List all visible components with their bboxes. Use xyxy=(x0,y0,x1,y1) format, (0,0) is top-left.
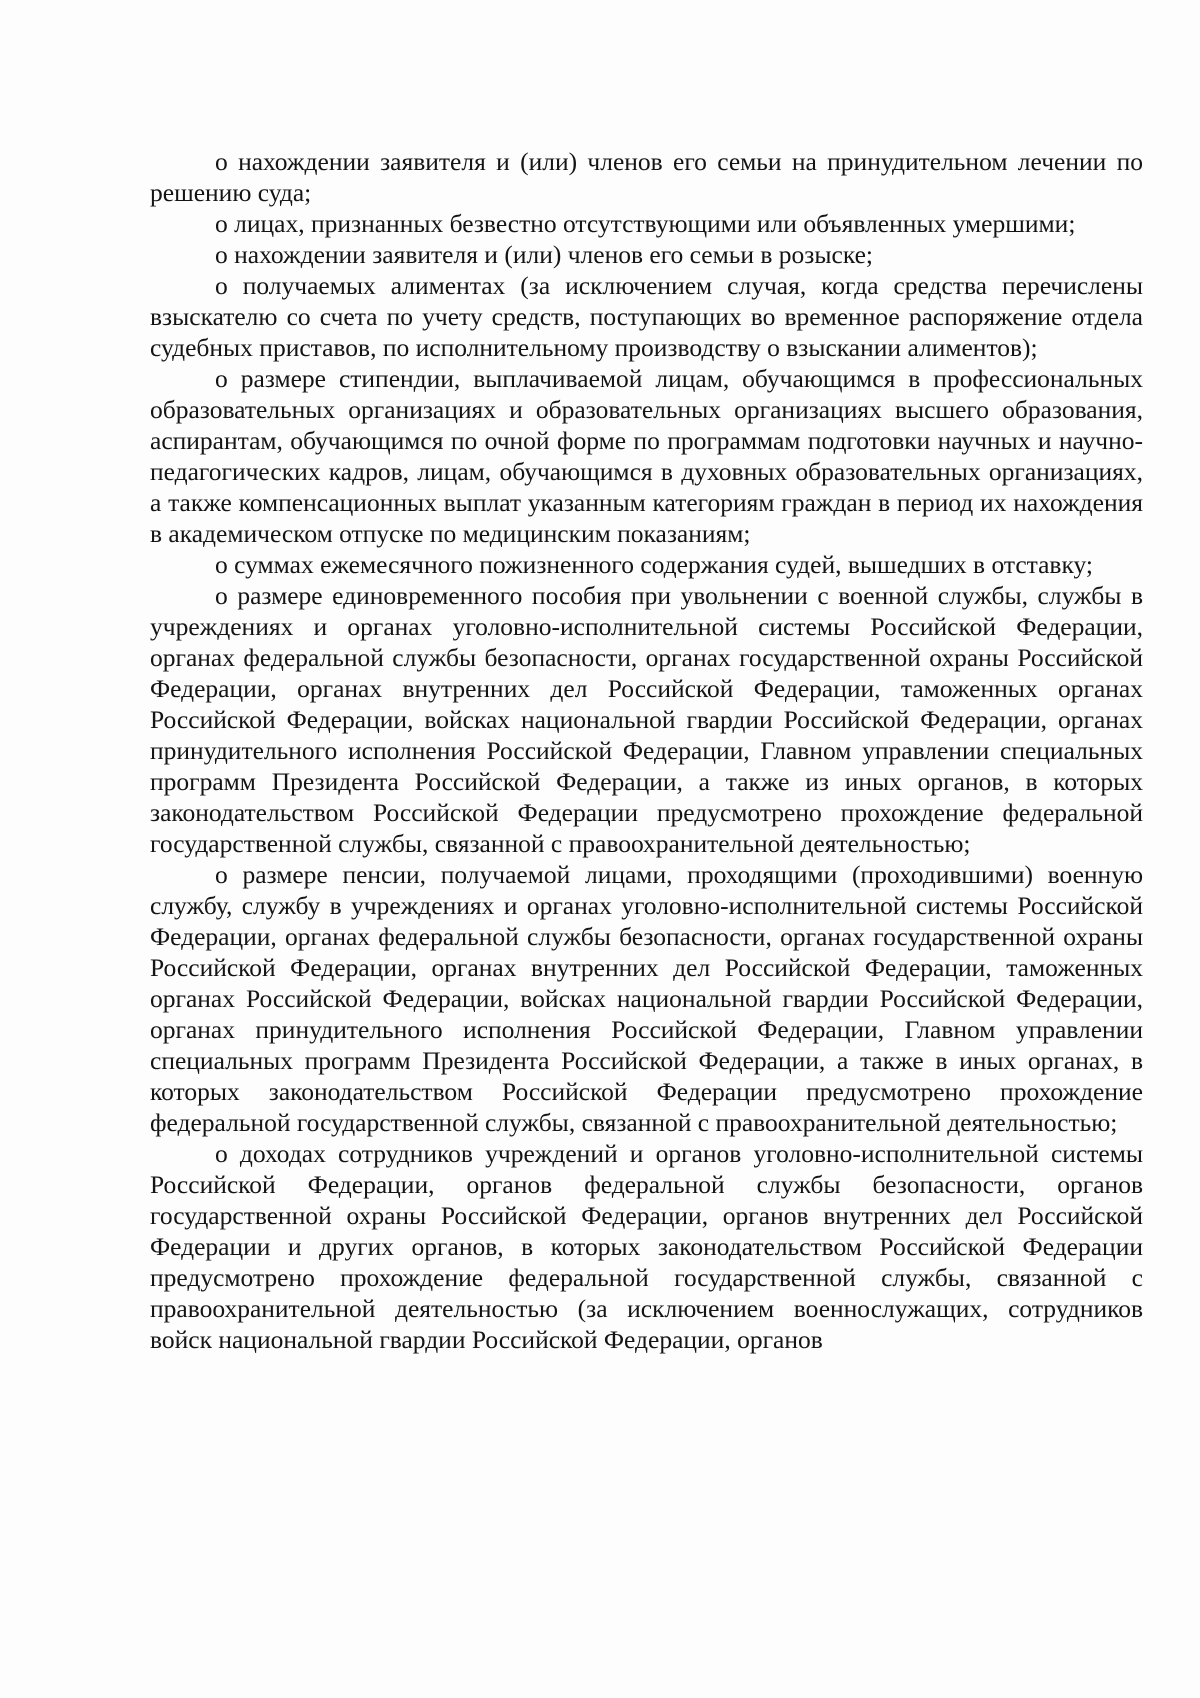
paragraph-pension: о размере пенсии, получаемой лицами, проходящими (проходившими) военную службу, службу в учреждениях и органах уголовно-исполнительной системы Российской Федерации, органах федеральной службы безопасности, органах государственной охраны Российской Федерации, органах внутренних дел Российской Федерации, таможенных органах Российской Федерации, войсках национальной гвардии Российской Федерации, органах принудительного исполнения Российской Федерации, Главном управлении специальных программ Президента Российской Федерации, а также в иных органах, в которых законодательством Российской Федерации предусмотрено прохождение федеральной государственной службы, связанной с правоохранительной деятельностью; xyxy=(150,860,1143,1137)
paragraph-alimony: о получаемых алиментах (за исключением случая, когда средства перечислены взыскателю со счета по учету средств, поступающих во временное распоряжение отдела судебных приставов, по исполнительному производству о взыскании алиментов); xyxy=(150,271,1143,362)
document-body xyxy=(150,146,1143,1355)
paragraph-judges-allowance: о суммах ежемесячного пожизненного содержания судей, вышедших в отставку; xyxy=(215,550,1093,579)
paragraph-employee-income: о доходах сотрудников учреждений и органов уголовно-исполнительной системы Российской Федерации, органов федеральной службы безопасности, органов государственной охраны Российской Федерации, органов внутренних дел Российской Федерации и других органов, в которых законодательством Российской Федерации предусмотрено прохождение федеральной государственной службы, связанной с правоохранительной деятельностью (за исключением военнослужащих, сотрудников войск национальной гвардии Российской Федерации, органов xyxy=(150,1139,1143,1354)
paragraph-missing-persons: о лицах, признанных безвестно отсутствующими или объявленных умершими; xyxy=(215,209,1076,238)
paragraph-compulsory-treatment: о нахождении заявителя и (или) членов его семьи на принудительном лечении по решению суда; xyxy=(150,147,1143,207)
paragraph-wanted-search: о нахождении заявителя и (или) членов его семьи в розыске; xyxy=(215,240,873,269)
paragraph-stipend: о размере стипендии, выплачиваемой лицам, обучающимся в профессиональных образовательных организациях и образовательных организациях высшего образования, аспирантам, обучающимся по очной форме по программам подготовки научных и научно-педагогических кадров, лицам, обучающимся в духовных образовательных организациях, а также компенсационных выплат указанным категориям граждан в период их нахождения в академическом отпуске по медицинским показаниям; xyxy=(150,364,1143,548)
paragraph-severance-allowance: о размере единовременного пособия при увольнении с военной службы, службы в учреждениях и органах уголовно-исполнительной системы Российской Федерации, органах федеральной службы безопасности, органах государственной охраны Российской Федерации, органах внутренних дел Российской Федерации, таможенных органах Российской Федерации, войсках национальной гвардии Российской Федерации, органах принудительного исполнения Российской Федерации, Главном управлении специальных программ Президента Российской Федерации, а также из иных органов, в которых законодательством Российской Федерации предусмотрено прохождение федеральной государственной службы, связанной с правоохранительной деятельностью; xyxy=(150,581,1143,858)
